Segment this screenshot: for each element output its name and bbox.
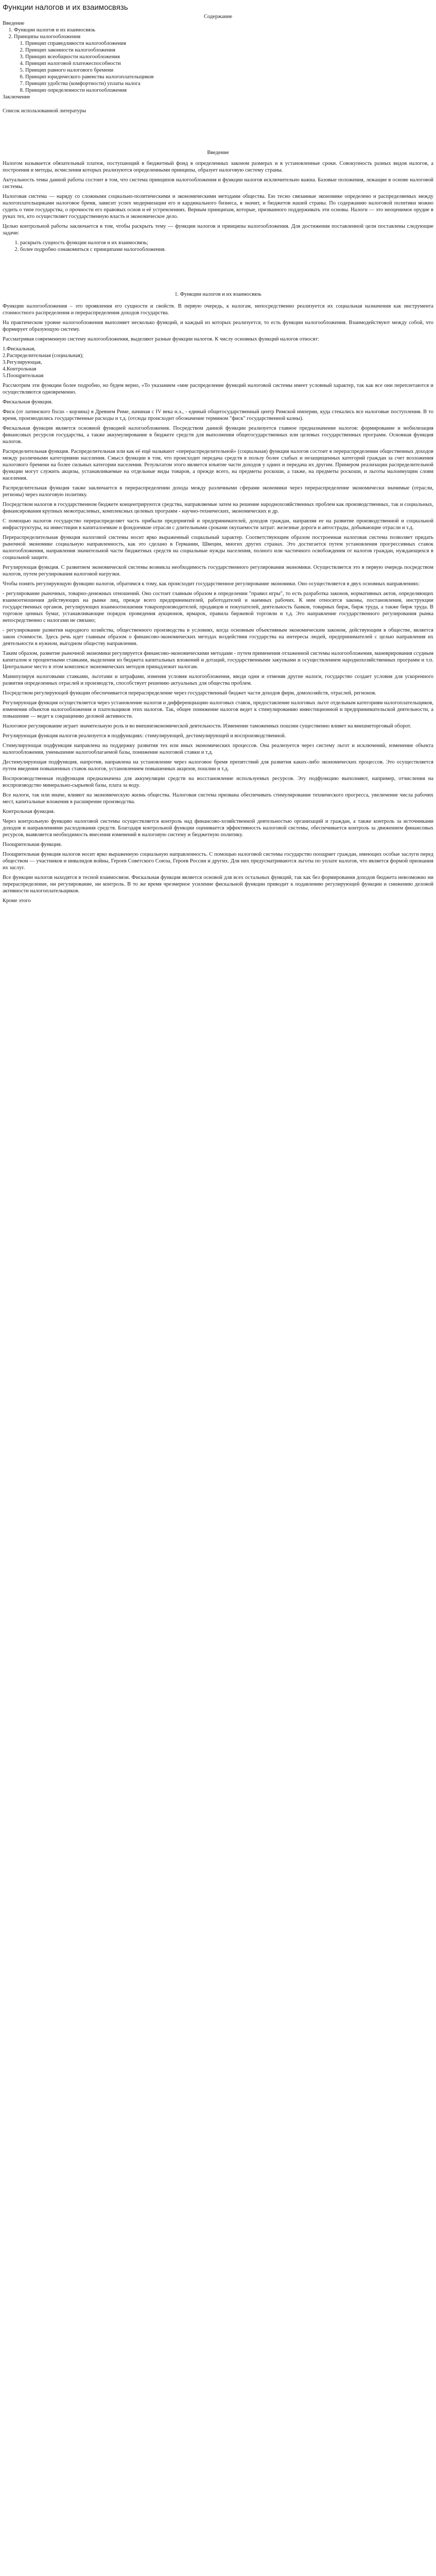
paragraph: Рассматривая современную систему налогообложения, выделяют разные функции налогов. К числу основных функций налогов относят: bbox=[3, 336, 319, 342]
toc-intro: Введение bbox=[3, 21, 25, 26]
paragraph: Дестимулирующая подфункция, напротив, направлена на установление через налоговое бремя препятствий для развития каких-либо экономических процессов. Это осуществляется путем введения повышенных ставок налогов, установлением повышенных акцизов, пошлин и т.д. bbox=[3, 759, 433, 772]
subheading: Фискальная функция. bbox=[3, 399, 53, 405]
task-list bbox=[3, 240, 433, 253]
paragraph: Распределительная функция. Распределительная или как её ещё называют «перераспределительной» (социальная) функция налогов состоит в перераспределении общественных доходов между различными категориями населения. Смысл функции в том, что происходит передача средств в пользу более слабых и незащищенных категорий граждан за счет возложения налогового бремени на более сильных категории населения. Результатом этого является изъятие части доходов у одних и передача их другим. Примером реализации распределительной функции могут служить акцизы, устанавливаемые на отдельные виды товаров, а прежде всего, на предметы роскоши, а также, на предметы роскоши, и льготы малоимущим слоям населения. bbox=[3, 449, 433, 481]
toc-subitem: 8. Принцип определенности налогообложения bbox=[25, 87, 433, 94]
paragraph: Посредством налогов в государственном бюджете концентрируются средства, направляемые затем на решение народнохозяйственных проблем как производственных, так и социальных, финансирования крупных межотраслевых, комплексных целевых программ - научно-технических, экономических и др. bbox=[3, 502, 433, 514]
paragraph: - регулирование рыночных, товарно-денежных отношений. Оно состоит главным образом в определении "правил игры", то есть разработка законов, нормативных актов, определяющих взаимоотношения действующих на рынке лиц, прежде всего предпринимателей, работодателей и наемных рабочих. К ним относятся законы, постановления, инструкции государственных органов, регулирующих взаимоотношения товаропроизводителей, продавцов и покупателей, деятельность банков, товарных бирж, бирж труда, а также бирж труда. В торговле ценных бумаг, устанавливающие порядок проведения аукционов, ярмарок, правила биржевой торговли и т.д. Это направление государственного регулирования рынка непосредственно с налогами не связано; bbox=[3, 591, 433, 623]
paragraph: Целью контрольной работы заключается в том, чтобы раскрыть тему — функции налогов и принципы налогообложения. Для достижения поставленной цели поставлены следующие задачи: bbox=[3, 224, 433, 236]
toc-subitem: 2. Принцип законности налогообложения bbox=[25, 47, 433, 54]
paragraph: Все налоги, так или иначе, влияют на экономическую жизнь общества. Налоговая система призвана обеспечивать стимулирование технического прогресса, увеличение числа рабочих мест, капитальные вложения в расширение производства. bbox=[3, 792, 433, 805]
section-1 bbox=[3, 291, 433, 904]
toc-subitem: 6. Принцип юридического равенства налогоплательщиков bbox=[25, 74, 433, 80]
document-page bbox=[0, 0, 436, 914]
paragraph: Манипулируя налоговыми ставками, льготами и штрафами, изменяя условия налогообложения, вводя одни и отменяя другие налоги, государство создает условия для ускоренного развития определенных отраслей и производств, способствует решению актуальных для общества проблем. bbox=[3, 674, 433, 686]
paragraph: Регулирующая функция. С развитием экономической системы возникла необходимость государственного регулирования экономики. Осуществляется это в первую очередь посредством налогов, путем регулирования налоговой нагрузки. bbox=[3, 565, 433, 577]
toc-subitem: 7. Принцип удобства (комфортности) уплаты налога bbox=[25, 80, 433, 87]
paragraph: Воспроизводственная подфункция предназначена для аккумуляции средств на восстановление используемых ресурсов. Эту подфункцию выполняют, например, отчисления на воспроизводство минерально-сырьевой базы, плата за воду. bbox=[3, 776, 433, 788]
toc-item-2 bbox=[14, 33, 433, 94]
paragraph: Регулирующая функция налогов реализуется в подфункциях: стимулирующей, дестимулирующей и воспроизводственной. bbox=[3, 733, 286, 739]
intro-heading: Введение bbox=[207, 150, 229, 156]
paragraph: Рассмотрим эти функции более подробно, но будем верно, «То указанием «мне распределение функций налоговой системы имеет условный характер, так как все они переплетаются и осуществляются одновременно. bbox=[3, 383, 433, 395]
toc-item-1: 1. Функции налогов и их взаимосвязь bbox=[14, 27, 433, 33]
toc-subitem: 5. Принцип равного налогового бремени bbox=[25, 67, 433, 74]
function-list-item: 3.Регулирующая, bbox=[3, 360, 42, 365]
paragraph: Регулирующая функция осуществляется через установление налогов и дифференциацию налоговых ставок, предоставление налоговых льгот отдельным категориям налогоплательщиков, изменения объектов налогообложения и плательщиков этих налогов. Так, общее понижение налогов ведет к стимулированию инвестиционной и предпринимательской деятельности, а повышение — ведет к сокращению деловой активности. bbox=[3, 700, 433, 719]
paragraph: Таким образом, развитие рыночной экономики регулируется финансово-экономическими методами - путем применения отлаженной системы налогообложения, маневрирования ссудным капиталом и процентными ставками, выделения из бюджета капитальных вложений и дотаций, государственными закупками и осуществлением народнохозяйственных программ и т.п. Центральное место в этом комплексе экономических методов принадлежит налогам. bbox=[3, 651, 433, 670]
paragraph: Стимулирующая подфункция направлена на поддержку развития тех или иных экономических процессов. Она реализуется через систему льгот и исключений, изменение объекта налогообложения, уменьшение налогооблагаемой базы, понижение налоговой ставки и т.д. bbox=[3, 743, 433, 755]
toc-conclusion: Заключение bbox=[3, 94, 30, 100]
paragraph: Распределительная функция также заключается в перераспределении дохода между различными сферами экономики через перераспределение экономически значимые (отрасли, регионы) через налоговую политику. bbox=[3, 485, 433, 498]
toc-references: Список использованной литературы bbox=[3, 108, 86, 114]
function-list-item: 5.Поощрительная bbox=[3, 373, 44, 379]
task-item: 1. раскрыть сущность функции налогов и их взаимосвязь; bbox=[20, 240, 433, 246]
task-item: 2. более подробно ознакомиться с принципами налогообложения. bbox=[20, 246, 433, 253]
paragraph: Функции налогообложения – это проявления его сущности и свойств. В первую очередь, к налогам, непосредственно реализуется их социальная назначения как инструмента стоимостного распределения и перераспределения доходов государства. bbox=[3, 303, 433, 316]
paragraph: Через контрольную функцию налоговой системы осуществляется контроль над финансово-хозяйственной деятельностью организаций и граждан, а также контроль за источниками доходов и направлениями расходования средств. Благодаря контрольной функции оценивается эффективность налоговой системы, обеспечивается контроль за движением финансовых ресурсов, выявляется необходимость внесения изменений в налоговую систему и бюджетную политику. bbox=[3, 819, 433, 838]
document-title: Функции налогов и их взаимосвязь bbox=[3, 3, 128, 12]
paragraph: Фискальная функция является основной функцией налогообложения. Посредством данной функции реализуется главное предназначение налогов: формирование и мобилизация финансовых ресурсов государства, а также аккумулирование в бюджете средств для выполнения общегосударственных или целевых государственных программ. Основная функция налогов. bbox=[3, 426, 433, 445]
paragraph: С помощью налогов государство перераспределяет часть прибыли предприятий и предпринимателей, доходов граждан, направляя ее на развитие производственной и социальной инфраструктуры, на инвестиции в капиталоемкие и фондоемкие отрасли с длительными сроками окупаемости затрат: железные дороги и автострады, добывающие отрасли и т.д. bbox=[3, 518, 433, 531]
function-list-item: 4.Контрольная bbox=[3, 366, 37, 372]
subheading: Поощрительная функция. bbox=[3, 842, 62, 848]
paragraph: Поощрительная функция налогов носит ярко выраженную социальную направленность. С помощью налоговой системы государство поощряет граждан, имеющих особые заслуги перед обществом — участников и инвалидов войны, Героев Советского Союза, Героев России и других. Для них предусматриваются льготы по уплате налогов, что является формой признания их заслуг. bbox=[3, 852, 433, 871]
paragraph: Налогом называется обязательный платеж, поступающий в бюджетный фонд в определенных законом размерах и в установленные сроки. Совокупность разных видов налогов, а построения и методы, исчисления которых реализуются определенными принципы, образует налоговую систему страны. bbox=[3, 161, 433, 173]
paragraph: Фиск (от латинского fiscus - корзина) в Древнем Риме, начиная с IV века н.э., - единый общегосударственный центр Римской империи, куда стекались все налоговые поступления. В то время, производились государственные расходы и т.д. (отсюда происходит обозначение термином "фиск" государственной казны). bbox=[3, 409, 433, 421]
paragraph: На практическом уровне налогообложения выполняет несколько функций, и каждый из которых реализуется, то есть функции налогообложения. Взаимодействуют между собой, что формирует образующую систему. bbox=[3, 320, 433, 332]
paragraph: Все функции налогов находятся в тесной взаимосвязи. Фискальная функция является основой для всех остальных функций, так как без формирования доходов бюджета невозможно ни перераспределение, ни регулирование, ни контроль. В то же время чрезмерное усиление фискальной функции приводит к подавлению регулирующей функции и снижению деловой активности налогоплательщиков. bbox=[3, 875, 433, 894]
subheading: Контрольная функция. bbox=[3, 809, 55, 815]
toc-item-2-label: Принципы налогообложения bbox=[14, 34, 81, 40]
table-of-contents bbox=[3, 13, 433, 114]
function-list-item: 1.Фискальная, bbox=[3, 346, 36, 352]
paragraph: Перераспределительная функция налоговой системы носит ярко выраженный социальный характер. Соответствующим образом построенная налоговая система позволяет придать рыночной экономике социальную направленность, как это сделано в Германии, Швеции, многих других странах. Это достигается путем установления прогрессивных ставок налогообложения, направления значительной части бюджетных средств на социальные нужды населения, полного или частичного освобождения от налогов граждан, нуждающихся в социальной защите. bbox=[3, 535, 433, 561]
toc-subitem: 4. Принцип налоговой платежеспособности bbox=[25, 60, 433, 67]
paragraph: Актуальность темы данной работы состоит в том, что система принципов налогообложения и функции налогов исключительно важна. Базовые положения, лежащие в основе налоговой системы. bbox=[3, 177, 433, 190]
toc-heading: Содержание bbox=[203, 14, 233, 20]
toc-subitem: 1. Принцип справедливости налогообложения bbox=[25, 40, 433, 47]
intro-section bbox=[3, 149, 433, 253]
paragraph: Посредством регулирующей функции обеспечивается перераспределение через государственный бюджет части доходов фирм, домохозяйств, отраслей, регионов. bbox=[3, 690, 376, 696]
closing-note: Кроме этого bbox=[3, 898, 31, 904]
paragraph: Налоговая система — наряду со сложными социально-политическими и экономическими методами общества. Ею тесно связанные экономике определено и распределяемых между налогоплательщиками налоговое бремя, зависит успех модернизации его и кардинального бизнеса, в значит, и бюджетов нашей страны. По содержанию налоговой политики можно судить о типе государства, о прочности его правовых основ и её устремлениях. Верным принципам, которые, призванного поддерживать эти основы. Налоги — это неоценимое орудие в руках тех, кто осуществляет государственную власть и экономическое дело. bbox=[3, 194, 433, 219]
section-heading: 1. Функции налогов и их взаимосвязь bbox=[175, 292, 261, 297]
function-list-item: 2.Распределительная (социальная); bbox=[3, 353, 84, 359]
paragraph: Налоговое регулирование играет значительную роль и во внешнеэкономической деятельности. Изменение таможенных пошлин существенно влияет на внешнеторговый оборот. bbox=[3, 723, 411, 729]
paragraph: Чтобы понять регулирующую функцию налогов, обратимся к тому, как происходит государственное регулирование экономики. Оно осуществляется в двух основных направлениях: bbox=[3, 581, 420, 587]
paragraph: - регулирование развития народного хозяйства, общественного производства в условиях, когда основным объективным экономическим законом, действующим в обществе, является закон стоимости. Здесь речь идет главным образом о финансово-экономических методах воздействия государства на интересы людей, предпринимателей с целью направления их деятельности в нужном, выгодном обществу направлении. bbox=[3, 628, 433, 647]
toc-subitem: 3. Принцип всеобщности налогообложения bbox=[25, 54, 433, 60]
